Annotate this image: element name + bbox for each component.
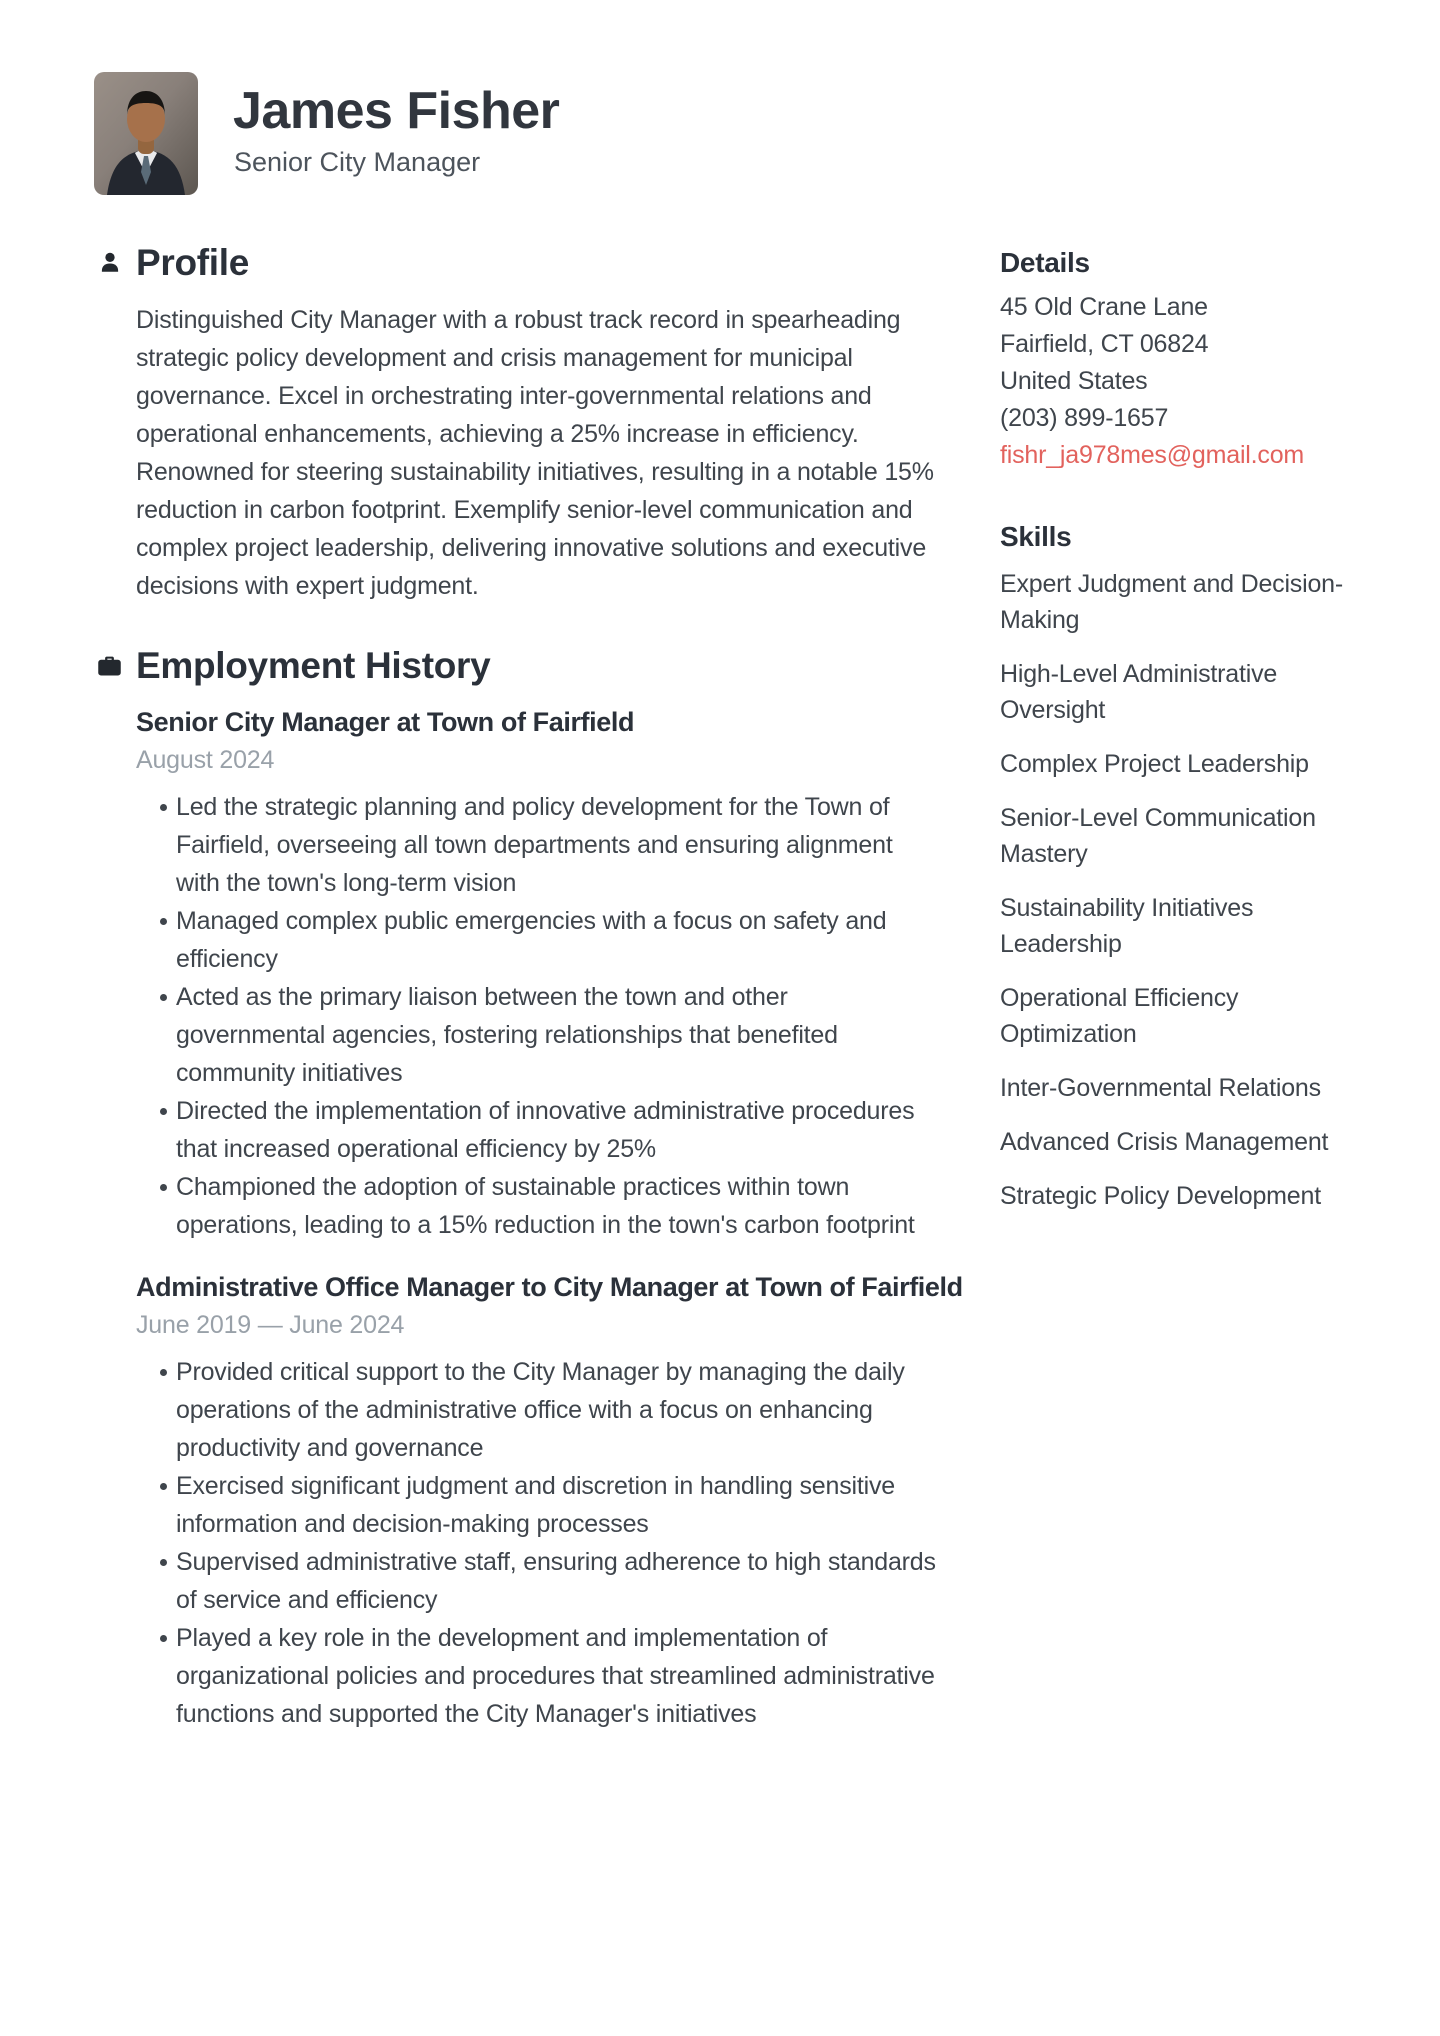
skill-item: Operational Efficiency Optimization xyxy=(1000,984,1239,1048)
skills-heading: Skills xyxy=(1000,521,1072,552)
skill-item: Sustainability Initiatives Leadership xyxy=(1000,894,1254,958)
details-heading: Details xyxy=(1000,247,1090,278)
job-bullet: Supervised administrative staff, ensuring adherence to high standards of service and efficiency xyxy=(136,1543,936,1619)
skill-item: Complex Project Leadership xyxy=(1000,750,1309,778)
person-icon xyxy=(96,250,123,277)
profile-section-header xyxy=(96,240,940,286)
skill-item: Senior-Level Communication Mastery xyxy=(1000,804,1316,868)
job-bullet-list xyxy=(136,788,936,1244)
briefcase-icon xyxy=(96,653,123,680)
profile-heading: Profile xyxy=(136,242,250,283)
skill-item: Advanced Crisis Management xyxy=(1000,1128,1329,1156)
job-bullet: Played a key role in the development and implementation of organizational policies and procedures that streamlined administrative functions and supported the City Manager's initiatives xyxy=(136,1619,936,1733)
job-title: Administrative Office Manager to City Manager at Town of Fairfield xyxy=(136,1272,963,1302)
address-line-1: 45 Old Crane Lane xyxy=(1000,293,1208,321)
person-job-title: Senior City Manager xyxy=(234,147,481,177)
job-entry xyxy=(136,705,940,1244)
email-link[interactable]: fishr_ja978mes@gmail.com xyxy=(1000,441,1305,469)
job-bullet-list xyxy=(136,1353,936,1733)
portrait-illustration xyxy=(94,72,198,195)
skills-section xyxy=(1000,520,1376,1214)
employment-section-header xyxy=(96,643,940,689)
sidebar xyxy=(1000,246,1376,1232)
job-bullet: Provided critical support to the City Manager by managing the daily operations of the administrative office with a focus on enhancing productivity and governance xyxy=(136,1353,936,1467)
person-name: James Fisher xyxy=(233,82,560,140)
skill-item: Inter-Governmental Relations xyxy=(1000,1074,1321,1102)
skill-item: Strategic Policy Development xyxy=(1000,1182,1321,1210)
details-section xyxy=(1000,246,1376,474)
profile-photo xyxy=(94,72,198,195)
job-bullet: Championed the adoption of sustainable practices within town operations, leading to a 15% reduction in the town's carbon footprint xyxy=(136,1168,936,1244)
country: United States xyxy=(1000,367,1148,395)
profile-summary: Distinguished City Manager with a robust track record in spearheading strategic policy development and crisis management for municipal governance. Excel in orchestrating inter-governmental relations and operational enhancements, achieving a 25% increase in efficiency. Renowned for steering sustainability initiatives, resulting in a notable 15% reduction in carbon footprint. Exemplify senior-level communication and complex project leadership, delivering innovative solutions and executive decisions with expert judgment. xyxy=(136,306,934,600)
employment-heading: Employment History xyxy=(136,645,491,686)
phone-number: (203) 899-1657 xyxy=(1000,404,1169,432)
job-dates: August 2024 xyxy=(136,746,275,774)
main-column xyxy=(96,240,963,1733)
address-line-2: Fairfield, CT 06824 xyxy=(1000,330,1209,358)
skill-item: Expert Judgment and Decision-Making xyxy=(1000,570,1343,634)
job-bullet: Acted as the primary liaison between the town and other governmental agencies, fostering relationships that benefited community initiatives xyxy=(136,978,936,1092)
job-bullet: Directed the implementation of innovative administrative procedures that increased operational efficiency by 25% xyxy=(136,1092,936,1168)
header xyxy=(233,80,559,178)
job-bullet: Exercised significant judgment and discretion in handling sensitive information and decision-making processes xyxy=(136,1467,936,1543)
employment-section xyxy=(96,643,963,1733)
job-title: Senior City Manager at Town of Fairfield xyxy=(136,707,635,737)
skill-item: High-Level Administrative Oversight xyxy=(1000,660,1278,724)
job-bullet: Led the strategic planning and policy development for the Town of Fairfield, overseeing all town departments and ensuring alignment with the town's long-term vision xyxy=(136,788,936,902)
job-entry xyxy=(136,1270,963,1733)
job-dates: June 2019 — June 2024 xyxy=(136,1311,405,1339)
email-row xyxy=(1000,437,1376,474)
job-bullet: Managed complex public emergencies with a focus on safety and efficiency xyxy=(136,902,936,978)
